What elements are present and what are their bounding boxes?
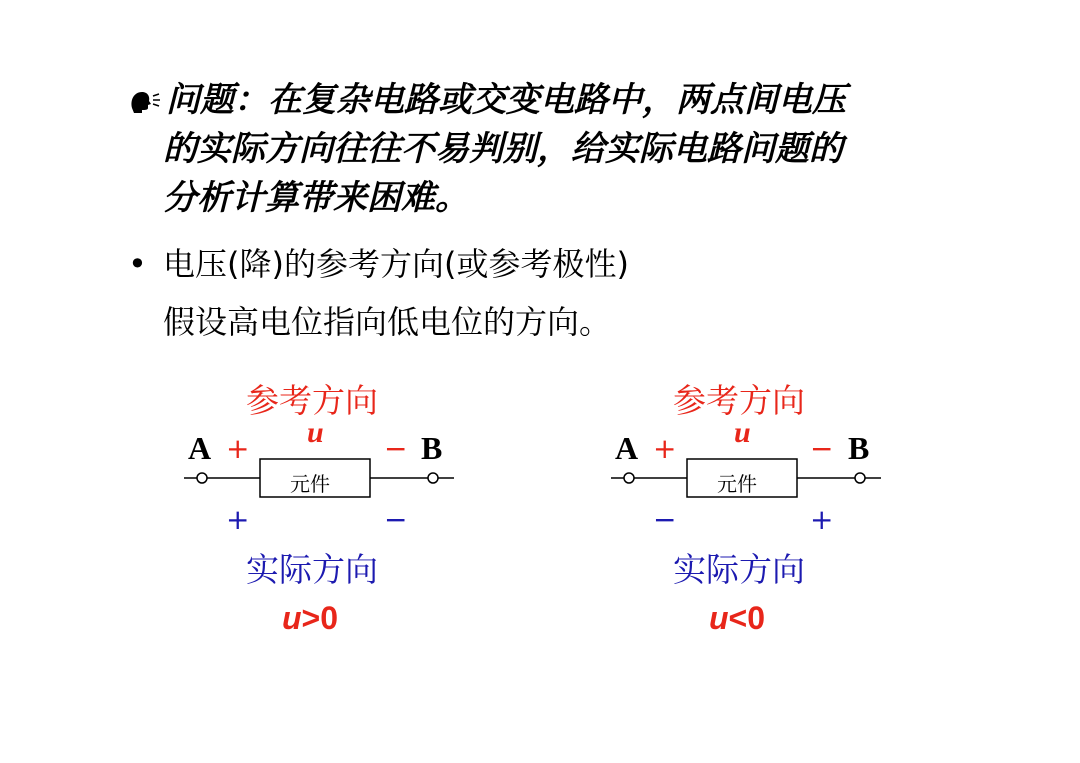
- reference-minus: −: [384, 432, 408, 465]
- bullet-speaker-icon: [128, 86, 162, 116]
- relation-variable: u: [282, 600, 302, 636]
- relation-condition: <0: [728, 600, 766, 636]
- node-b-label: B: [421, 430, 443, 466]
- reference-direction-label: 参考方向: [246, 381, 378, 420]
- bullet-marker: •: [128, 245, 147, 283]
- element-label: 元件: [290, 472, 330, 496]
- actual-right-sign: −: [384, 503, 408, 536]
- node-a-label: A: [615, 430, 639, 466]
- node-a-label: A: [188, 430, 212, 466]
- voltage-u-label: u: [734, 416, 751, 449]
- reference-plus: +: [226, 432, 250, 465]
- bullet-line-2: 假设高电位指向低电位的方向。: [163, 303, 612, 341]
- relation-condition: >0: [301, 600, 339, 636]
- relation-positive: [282, 600, 338, 637]
- voltage-u-label: u: [307, 416, 324, 449]
- relation-variable: u: [709, 600, 729, 636]
- actual-left-sign: +: [226, 503, 250, 536]
- node-b-label: B: [848, 430, 870, 466]
- question-line-2: 的实际方向往往不易判别，给实际电路问题的: [163, 129, 843, 169]
- relation-negative: [709, 600, 765, 637]
- actual-left-sign: −: [653, 503, 677, 536]
- actual-right-sign: +: [810, 503, 834, 536]
- question-line-3: 分析计算带来困难。: [163, 178, 469, 218]
- actual-direction-label: 实际方向: [673, 550, 805, 589]
- reference-minus: −: [810, 432, 834, 465]
- reference-direction-label: 参考方向: [673, 381, 805, 420]
- actual-direction-label: 实际方向: [246, 550, 378, 589]
- question-line-1: 问题：在复杂电路或交变电路中，两点间电压: [166, 80, 846, 120]
- bullet-line-1: 电压(降)的参考方向(或参考极性): [163, 245, 629, 283]
- reference-plus: +: [653, 432, 677, 465]
- element-label: 元件: [717, 472, 757, 496]
